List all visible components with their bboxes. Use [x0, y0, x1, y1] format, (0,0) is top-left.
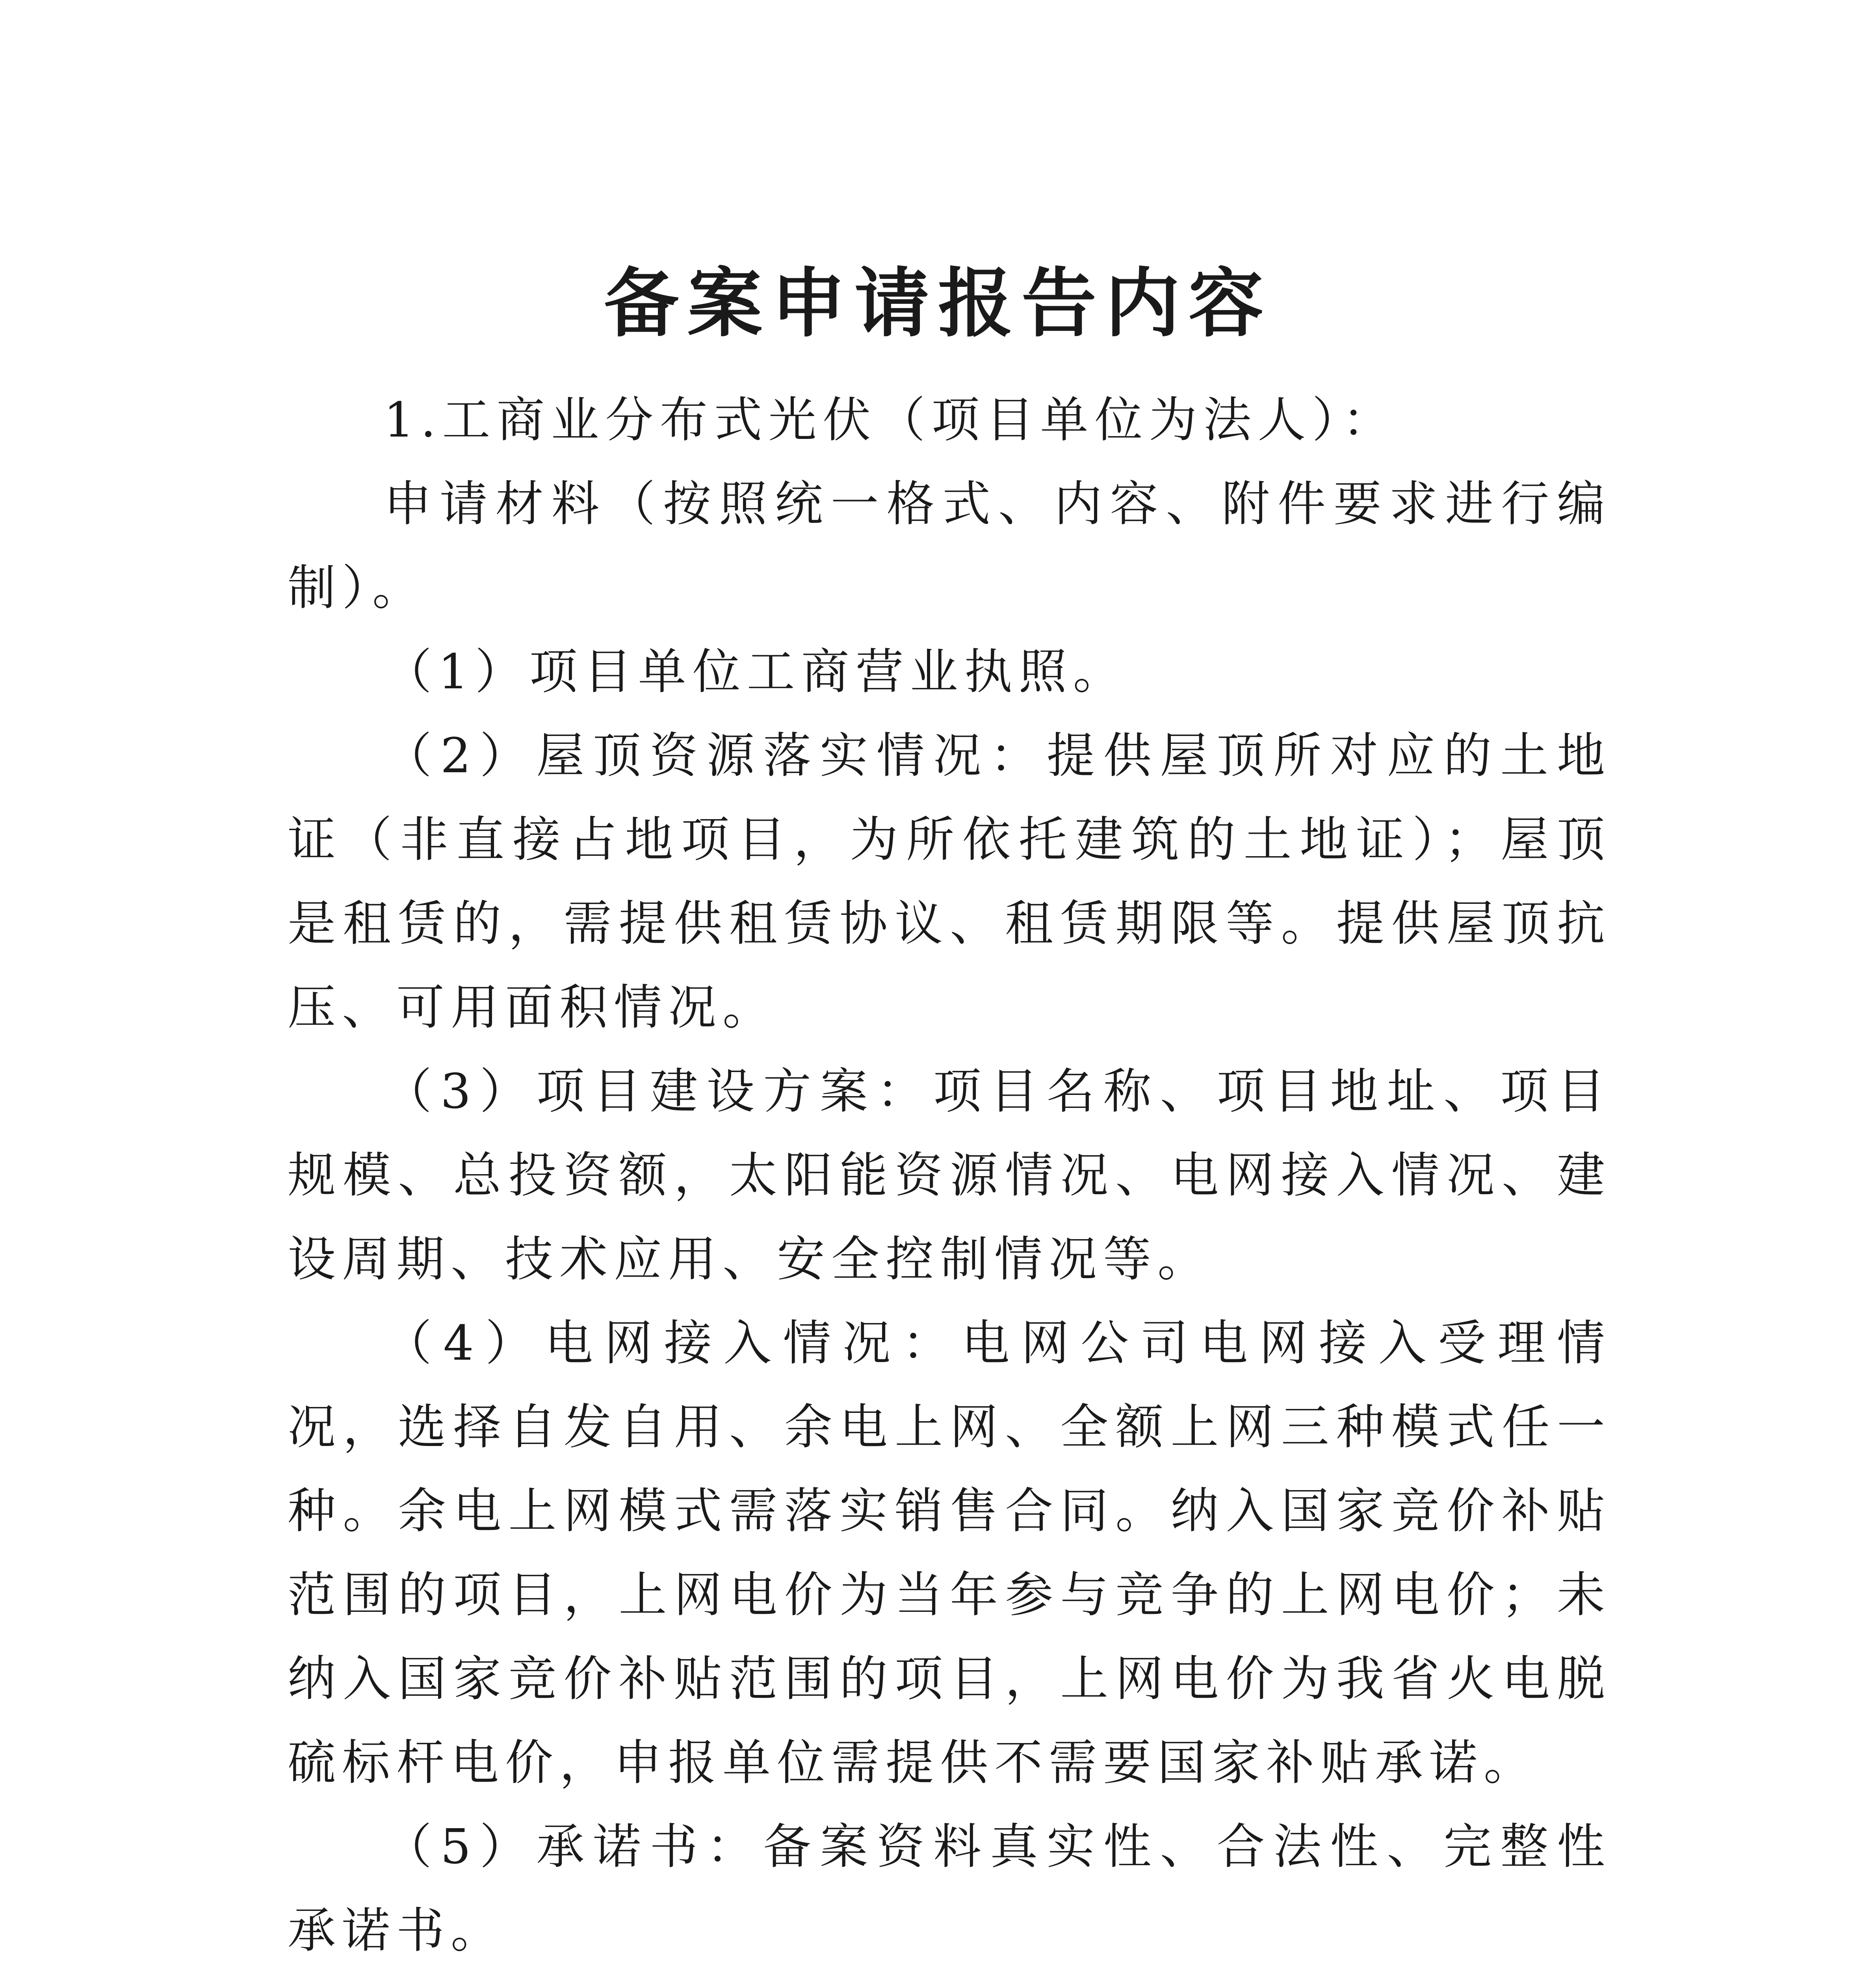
paragraph: （5）承诺书：备案资料真实性、合法性、完整性承诺书。 [288, 1819, 1611, 1959]
document-title: 备案申请报告内容 [604, 259, 1272, 347]
paragraph: （3）项目建设方案：项目名称、项目地址、项目规模、总投资额，太阳能资源情况、电网接入情况、建设周期、技术应用、安全控制情况等。 [288, 1063, 1611, 1287]
paragraph: （1）项目单位工商营业执照。 [384, 644, 1127, 700]
document-body [288, 378, 1611, 1970]
paragraph: （2）屋顶资源落实情况：提供屋顶所对应的土地证（非直接占地项目，为所依托建筑的土地证）；屋顶是租赁的，需提供租赁协议、租赁期限等。提供屋顶抗压、可用面积情况。 [288, 728, 1611, 1035]
section-heading-commercial: 1.工商业分布式光伏（项目单位为法人）： [384, 392, 1397, 448]
paragraph: （4）电网接入情况：电网公司电网接入受理情况，选择自发自用、余电上网、全额上网三种模式任一种。余电上网模式需落实销售合同。纳入国家竞价补贴范围的项目，上网电价为当年参与竞争的上网电价；未纳入国家竞价补贴范围的项目，上网电价为我省火电脱硫标杆电价，申报单位需提供不需要国家补贴承诺。 [288, 1315, 1611, 1791]
paragraph: 申请材料（按照统一格式、内容、附件要求进行编制）。 [288, 476, 1611, 616]
